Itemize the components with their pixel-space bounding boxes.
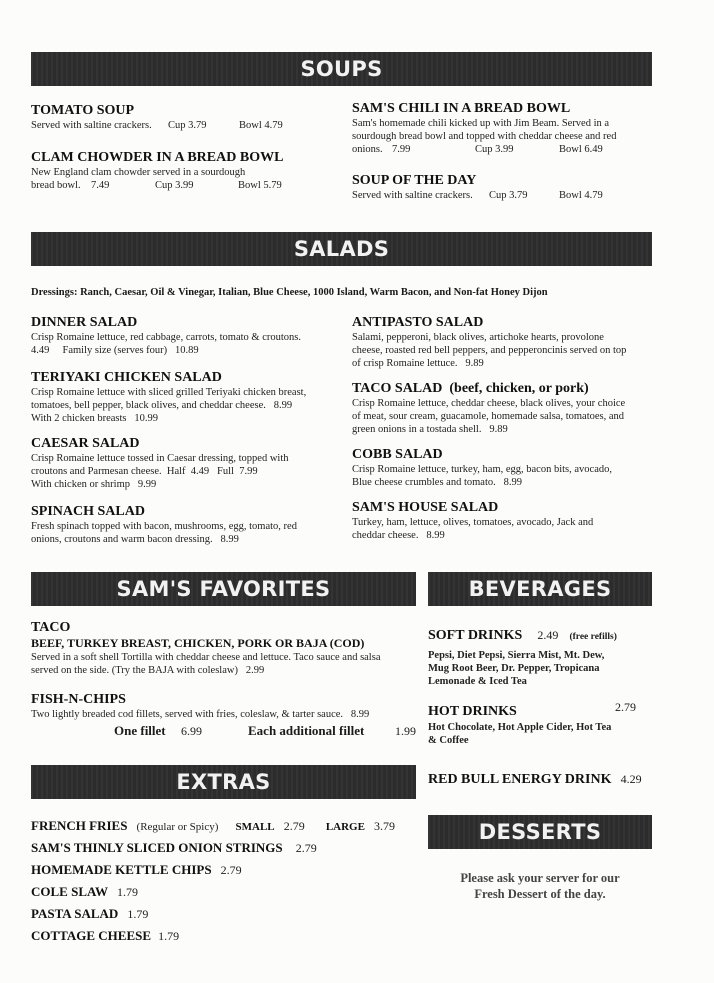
item-subtitle: BEEF, TURKEY BREAST, CHICKEN, PORK OR BAJA (COD) xyxy=(31,636,365,650)
item-desc: Two lightly breaded cod fillets, served with fries, coleslaw, & tarter sauce. 8.99 xyxy=(31,709,370,720)
item-desc: cheddar cheese. 8.99 xyxy=(352,530,445,541)
item-title: SAM'S HOUSE SALAD xyxy=(352,500,499,515)
item-desc: Served with saltine crackers. xyxy=(31,120,152,131)
bowl-price: Bowl 4.79 xyxy=(559,190,603,201)
item-desc: onions, croutons and warm bacon dressing. 8.99 xyxy=(31,534,239,545)
item-title: CAESAR SALAD xyxy=(31,436,140,451)
item-title: TACO SALAD (beef, chicken, or pork) xyxy=(352,381,589,396)
hot-drinks-item xyxy=(428,700,668,747)
item-desc: Pepsi, Diet Pepsi, Sierra Mist, Mt. Dew, xyxy=(428,650,605,661)
cup-price: Cup 3.99 xyxy=(475,144,514,155)
item-desc: New England clam chowder served in a sourdough xyxy=(31,167,246,178)
item-title: COLE SLAW xyxy=(31,884,108,899)
small-price: 2.79 xyxy=(283,819,305,833)
item-title: DINNER SALAD xyxy=(31,315,138,330)
house-salad-item xyxy=(352,500,672,542)
small-label: SMALL xyxy=(235,821,275,833)
item-title: SOUP OF THE DAY xyxy=(352,173,477,188)
extras-header: EXTRAS xyxy=(31,765,416,799)
item-title: HOMEMADE KETTLE CHIPS xyxy=(31,862,212,877)
item-desc: green onions in a tostada shell. 9.89 xyxy=(352,424,508,435)
item-price: 2.79 xyxy=(295,841,317,855)
item-note: (free refills) xyxy=(569,632,617,642)
item-desc: onions. xyxy=(352,144,383,155)
onion-strings-item xyxy=(31,837,317,856)
item-desc: Crisp Romaine lettuce with sliced grilled Teriyaki chicken breast, xyxy=(31,387,307,398)
additional-fillet-label: Each additional fillet xyxy=(248,723,365,738)
french-fries-item xyxy=(31,815,395,834)
item-title: SOFT DRINKS xyxy=(428,628,523,643)
cup-price: Cup 3.79 xyxy=(489,190,528,201)
item-desc: cheese, roasted red bell peppers, and pepperoncinis served on top xyxy=(352,345,627,356)
item-desc: served on the side. (Try the BAJA with coleslaw) 2.99 xyxy=(31,665,265,676)
soups-header: SOUPS xyxy=(31,52,652,86)
soft-drinks-item xyxy=(428,624,668,688)
item-desc: Blue cheese crumbles and tomato. 8.99 xyxy=(352,477,522,488)
item-desc: With chicken or shrimp 9.99 xyxy=(31,479,157,490)
item-desc: Crisp Romaine lettuce, cheddar cheese, black olives, your choice xyxy=(352,398,626,409)
desserts-header: DESSERTS xyxy=(428,815,652,849)
cobb-salad-item xyxy=(352,447,672,489)
item-title: FRENCH FRIES xyxy=(31,818,128,833)
item-price: 1.79 xyxy=(158,929,180,943)
item-desc: & Coffee xyxy=(428,735,469,746)
fish-n-chips-item xyxy=(31,692,426,741)
one-fillet-label: One fillet xyxy=(114,723,166,738)
item-price: 2.79 xyxy=(615,700,636,714)
item-price: 2.49 xyxy=(537,628,559,642)
desserts-note xyxy=(428,870,652,902)
item-desc: Lemonade & Iced Tea xyxy=(428,676,527,687)
dressings-list: Dressings: Ranch, Caesar, Oil & Vinegar, Italian, Blue Cheese, 1000 Island, Warm Bacon, and Non-fat Honey Dijon xyxy=(31,287,548,298)
item-desc: Crisp Romaine lettuce tossed in Caesar dressing, topped with xyxy=(31,453,289,464)
bowl-price: Bowl 5.79 xyxy=(238,180,282,191)
cup-price: Cup 3.99 xyxy=(155,180,194,191)
item-price: 4.29 xyxy=(620,772,642,786)
item-title: COTTAGE CHEESE xyxy=(31,928,152,943)
teriyaki-salad-item xyxy=(31,370,351,425)
item-desc: tomatoes, bell pepper, black olives, and cheddar cheese. 8.99 xyxy=(31,400,293,411)
item-title: COBB SALAD xyxy=(352,447,443,462)
soup-of-day-item xyxy=(352,173,662,202)
item-title: SAM'S CHILI IN A BREAD BOWL xyxy=(352,101,571,116)
cole-slaw-item xyxy=(31,881,138,900)
item-desc: Mug Root Beer, Dr. Pepper, Tropicana xyxy=(428,663,600,674)
item-price: 1.79 xyxy=(127,907,149,921)
item-desc: sourdough bread bowl and topped with cheddar cheese and red xyxy=(352,131,617,142)
item-title: TERIYAKI CHICKEN SALAD xyxy=(31,370,222,385)
item-title: HOT DRINKS xyxy=(428,704,517,719)
item-price: 1.79 xyxy=(117,885,139,899)
large-label: LARGE xyxy=(325,821,365,833)
item-title: SPINACH SALAD xyxy=(31,504,145,519)
favorites-header: SAM'S FAVORITES xyxy=(31,572,416,606)
desserts-line: Fresh Dessert of the day. xyxy=(474,887,606,901)
item-desc: Served in a soft shell Tortilla with cheddar cheese and lettuce. Taco sauce and salsa xyxy=(31,652,381,663)
item-price: 7.99 xyxy=(392,144,411,155)
pasta-salad-item xyxy=(31,903,148,922)
item-desc: Served with saltine crackers. xyxy=(352,190,473,201)
kettle-chips-item xyxy=(31,859,242,878)
tomato-soup-item xyxy=(31,103,331,132)
item-subtitle: (Regular or Spicy) xyxy=(136,821,219,833)
beverages-header: BEVERAGES xyxy=(428,572,652,606)
chili-item xyxy=(352,101,662,156)
bowl-price: Bowl 4.79 xyxy=(239,120,283,131)
item-desc: of crisp Romaine lettuce. 9.89 xyxy=(352,358,484,369)
taco-item xyxy=(31,620,421,677)
item-desc: croutons and Parmesan cheese. Half 4.49 Full 7.99 xyxy=(31,466,258,477)
antipasto-salad-item xyxy=(352,315,672,370)
item-desc: Fresh spinach topped with bacon, mushrooms, egg, tomato, red xyxy=(31,521,297,532)
item-desc: of meat, sour cream, guacamole, homemade salsa, tomatoes, and xyxy=(352,411,625,422)
taco-salad-item xyxy=(352,381,672,436)
item-title: TOMATO SOUP xyxy=(31,103,135,118)
item-desc: Salami, pepperoni, black olives, artichoke hearts, provolone xyxy=(352,332,604,343)
item-desc: Hot Chocolate, Hot Apple Cider, Hot Tea xyxy=(428,722,612,733)
item-title: PASTA SALAD xyxy=(31,906,119,921)
item-desc: Sam's homemade chili kicked up with Jim Beam. Served in a xyxy=(352,118,610,129)
item-desc: Turkey, ham, lettuce, olives, tomatoes, avocado, Jack and xyxy=(352,517,594,528)
item-desc: 4.49 Family size (serves four) 10.89 xyxy=(31,345,199,356)
clam-chowder-item xyxy=(31,150,331,192)
item-desc: Crisp Romaine lettuce, red cabbage, carrots, tomato & croutons. xyxy=(31,332,302,343)
item-title: TACO xyxy=(31,620,71,635)
item-price: 7.49 xyxy=(91,180,110,191)
bowl-price: Bowl 6.49 xyxy=(559,144,603,155)
dinner-salad-item xyxy=(31,315,351,357)
salads-header: SALADS xyxy=(31,232,652,266)
large-price: 3.79 xyxy=(374,819,396,833)
cottage-cheese-item xyxy=(31,925,179,944)
item-title: CLAM CHOWDER IN A BREAD BOWL xyxy=(31,150,284,165)
item-desc: bread bowl. xyxy=(31,180,81,191)
cup-price: Cup 3.79 xyxy=(168,120,207,131)
item-title: FISH-N-CHIPS xyxy=(31,692,126,707)
item-price: 2.79 xyxy=(220,863,242,877)
caesar-salad-item xyxy=(31,436,351,491)
item-title: SAM'S THINLY SLICED ONION STRINGS xyxy=(31,840,283,855)
item-desc: With 2 chicken breasts 10.99 xyxy=(31,413,159,424)
desserts-line: Please ask your server for our xyxy=(460,871,620,885)
item-title: RED BULL ENERGY DRINK xyxy=(428,772,612,787)
item-title: ANTIPASTO SALAD xyxy=(352,315,484,330)
one-fillet-price: 6.99 xyxy=(181,724,202,738)
item-desc: Crisp Romaine lettuce, turkey, ham, egg, bacon bits, avocado, xyxy=(352,464,612,475)
spinach-salad-item xyxy=(31,504,351,546)
additional-fillet-price: 1.99 xyxy=(395,724,416,738)
red-bull-item xyxy=(428,768,668,788)
